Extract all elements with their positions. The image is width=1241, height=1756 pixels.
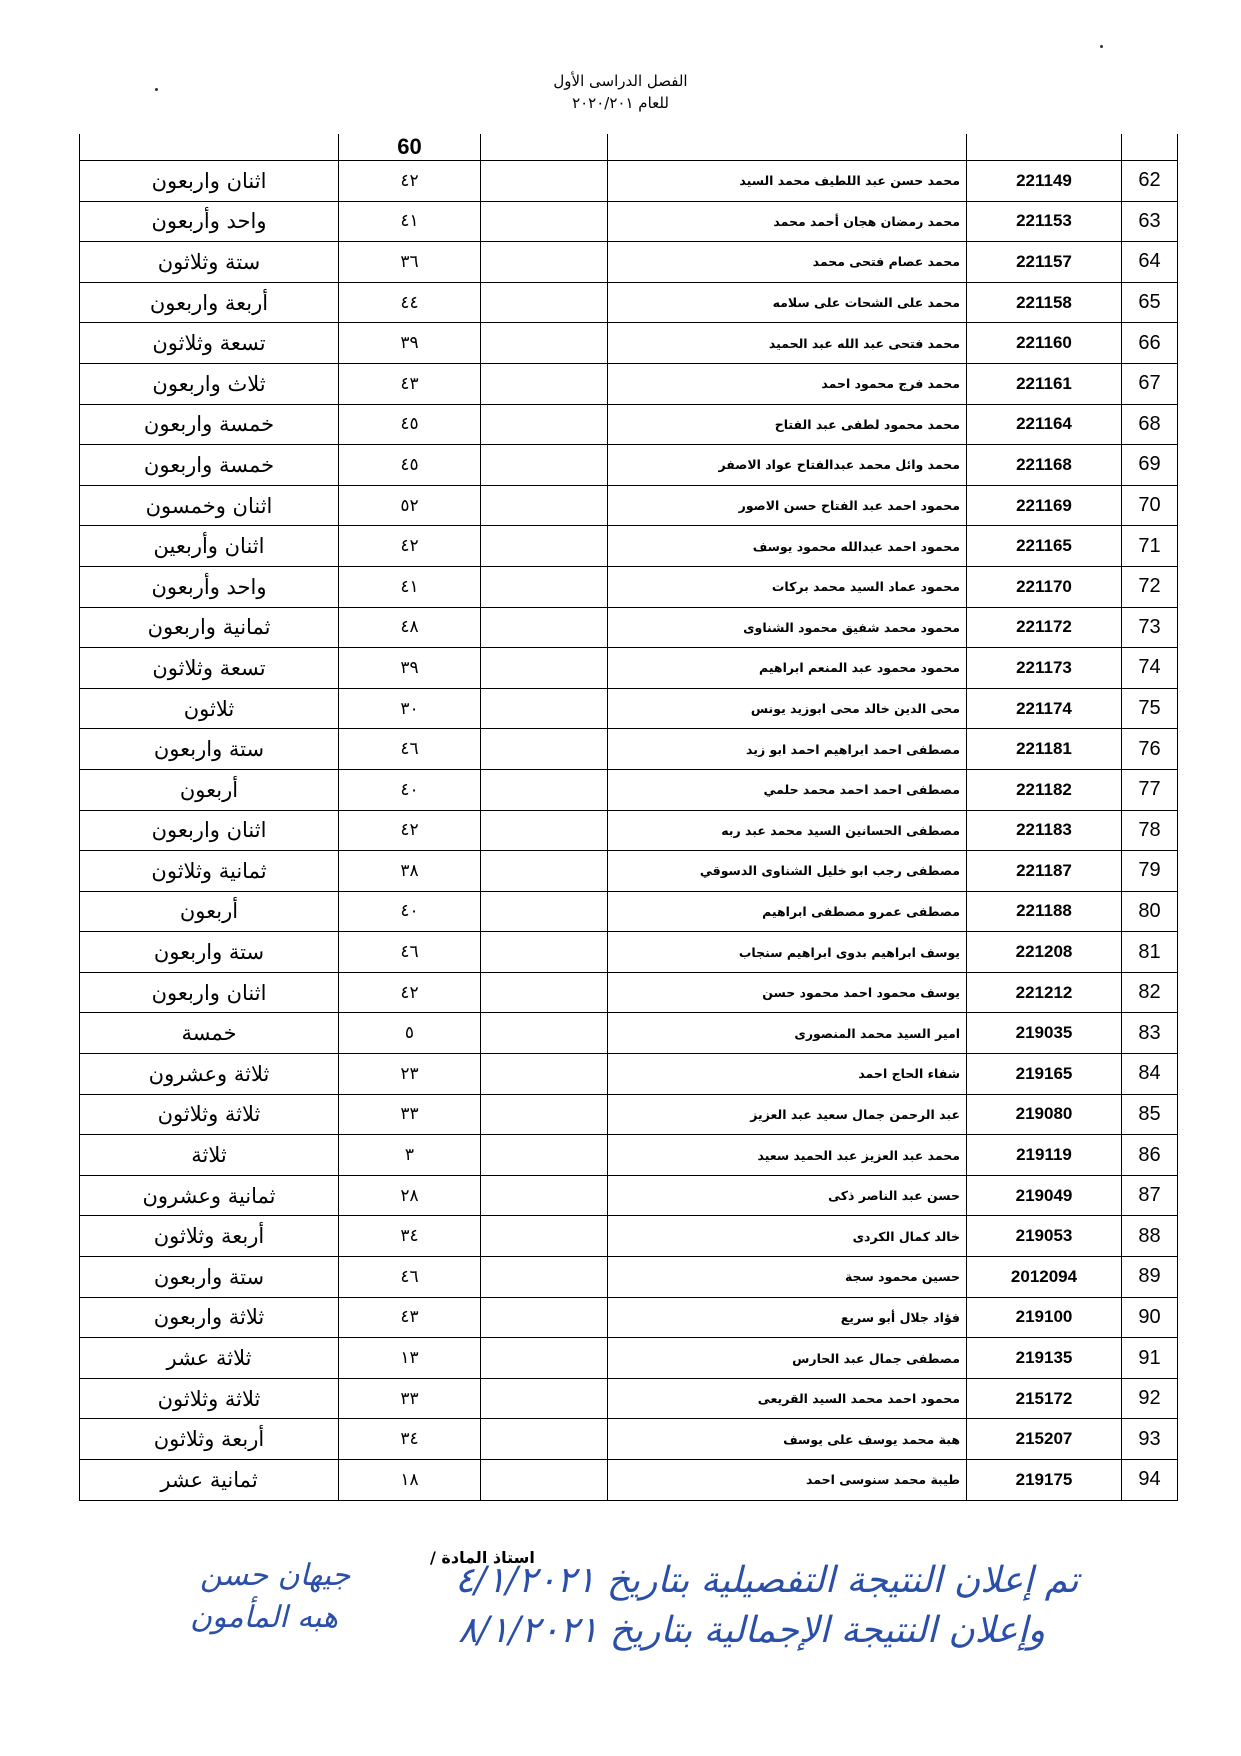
score-digits: ٤١ [339, 201, 481, 242]
score-words: ستة واربعون [80, 932, 339, 973]
score-digits: ٤٥ [339, 445, 481, 486]
table-row [80, 161, 1178, 202]
student-name: محمد حسن عبد اللطيف محمد السيد [608, 161, 967, 202]
score-words: ثلاثة عشر [80, 1338, 339, 1379]
row-number: 82 [1122, 972, 1178, 1013]
handwritten-note-overall: وإعلان النتيجة الإجمالية بتاريخ ٨/١/٢٠٢١ [458, 1610, 1046, 1651]
blank-cell [481, 566, 608, 607]
student-code: 219100 [967, 1297, 1122, 1338]
row-number: 84 [1122, 1054, 1178, 1095]
student-name: فؤاد جلال أبو سريع [608, 1297, 967, 1338]
score-digits: ٣ [339, 1135, 481, 1176]
student-code: 221168 [967, 445, 1122, 486]
row-number: 81 [1122, 932, 1178, 973]
student-name: هبة محمد يوسف على يوسف [608, 1419, 967, 1460]
score-digits: ٤٣ [339, 363, 481, 404]
student-code: 221183 [967, 810, 1122, 851]
table-row [80, 1378, 1178, 1419]
score-words: واحد وأربعون [80, 201, 339, 242]
score-digits: ٣٤ [339, 1216, 481, 1257]
row-number: 64 [1122, 242, 1178, 283]
score-digits: ٣٤ [339, 1419, 481, 1460]
student-name: محمود محمود عبد المنعم ابراهيم [608, 648, 967, 689]
row-number: 80 [1122, 891, 1178, 932]
score-words: ثمانية وثلاثون [80, 851, 339, 892]
student-name: محمود احمد محمد السيد القريعى [608, 1378, 967, 1419]
student-code: 219175 [967, 1460, 1122, 1501]
score-words: ثمانية وعشرون [80, 1175, 339, 1216]
student-code: 219035 [967, 1013, 1122, 1054]
table-row [80, 932, 1178, 973]
blank-cell [481, 1338, 608, 1379]
table-row [80, 566, 1178, 607]
blank-cell [481, 1013, 608, 1054]
table-row [80, 445, 1178, 486]
score-digits: ٣٣ [339, 1378, 481, 1419]
blank-cell [481, 1175, 608, 1216]
row-number: 77 [1122, 769, 1178, 810]
grades-table [79, 134, 1178, 1501]
table-row [80, 242, 1178, 283]
table-row [80, 1135, 1178, 1176]
score-digits: ٢٨ [339, 1175, 481, 1216]
table-row [80, 1419, 1178, 1460]
table-header-cut [80, 134, 1178, 161]
score-words: واحد وأربعون [80, 566, 339, 607]
student-name: مصطفى احمد ابراهيم احمد ابو زيد [608, 729, 967, 770]
score-words: ثمانية واربعون [80, 607, 339, 648]
semester-title: الفصل الدراسى الأول [553, 72, 688, 90]
table-row [80, 729, 1178, 770]
student-name: امير السيد محمد المنصورى [608, 1013, 967, 1054]
score-words: ثلاثون [80, 688, 339, 729]
student-name: محمد رمضان هجان أحمد محمد [608, 201, 967, 242]
score-words: تسعة وثلاثون [80, 323, 339, 364]
score-words: ستة وثلاثون [80, 242, 339, 283]
student-code: 221169 [967, 485, 1122, 526]
handwritten-note-detailed: تم إعلان النتيجة التفصيلية بتاريخ ٤/١/٢٠٢١ [455, 1560, 1079, 1601]
score-words: اثنان واربعون [80, 972, 339, 1013]
blank-cell [481, 810, 608, 851]
blank-cell [481, 1419, 608, 1460]
score-digits: ٤٨ [339, 607, 481, 648]
blank-cell [481, 972, 608, 1013]
blank-cell [481, 242, 608, 283]
table-row [80, 1257, 1178, 1298]
student-name: محمود احمد عبدالله محمود يوسف [608, 526, 967, 567]
blank-cell [481, 769, 608, 810]
student-code: 221157 [967, 242, 1122, 283]
score-digits: ٤٠ [339, 891, 481, 932]
table-row [80, 1054, 1178, 1095]
table-row [80, 607, 1178, 648]
blank-cell [481, 1094, 608, 1135]
student-code: 219080 [967, 1094, 1122, 1135]
student-code: 221181 [967, 729, 1122, 770]
row-number: 70 [1122, 485, 1178, 526]
blank-cell [481, 688, 608, 729]
student-name: محمد عبد العزيز عبد الحميد سعيد [608, 1135, 967, 1176]
score-words: أربعة واربعون [80, 282, 339, 323]
blank-cell [481, 891, 608, 932]
row-number: 87 [1122, 1175, 1178, 1216]
score-words: اثنان وأربعين [80, 526, 339, 567]
score-words: ثلاثة واربعون [80, 1297, 339, 1338]
student-code: 219053 [967, 1216, 1122, 1257]
score-words: ثلاثة وثلاثون [80, 1094, 339, 1135]
student-code: 215172 [967, 1378, 1122, 1419]
row-number: 89 [1122, 1257, 1178, 1298]
table-row [80, 485, 1178, 526]
student-code: 221173 [967, 648, 1122, 689]
score-digits: ٤٦ [339, 1257, 481, 1298]
score-words: اثنان واربعون [80, 161, 339, 202]
header-cell [1122, 134, 1178, 161]
student-code: 221182 [967, 769, 1122, 810]
score-words: ستة واربعون [80, 729, 339, 770]
score-words: خمسة واربعون [80, 445, 339, 486]
student-code: 221160 [967, 323, 1122, 364]
score-digits: ٣٩ [339, 323, 481, 364]
row-number: 92 [1122, 1378, 1178, 1419]
score-words: ثلاثة [80, 1135, 339, 1176]
student-code: 221188 [967, 891, 1122, 932]
student-code: 221170 [967, 566, 1122, 607]
score-digits: ٤٣ [339, 1297, 481, 1338]
score-words: ثلاثة وثلاثون [80, 1378, 339, 1419]
student-name: شفاء الحاج احمد [608, 1054, 967, 1095]
scan-speck [1100, 45, 1103, 48]
row-number: 85 [1122, 1094, 1178, 1135]
student-name: يوسف ابراهيم بدوى ابراهيم سنجاب [608, 932, 967, 973]
table-row [80, 201, 1178, 242]
student-name: مصطفى الحسانين السيد محمد عبد ربه [608, 810, 967, 851]
table-row [80, 1297, 1178, 1338]
student-code: 2012094 [967, 1257, 1122, 1298]
blank-cell [481, 404, 608, 445]
row-number: 66 [1122, 323, 1178, 364]
row-number: 67 [1122, 363, 1178, 404]
student-name: محمود احمد عبد الفتاح حسن الاصور [608, 485, 967, 526]
student-name: حسن عبد الناصر ذكى [608, 1175, 967, 1216]
row-number: 73 [1122, 607, 1178, 648]
student-name: مصطفى جمال عبد الحارس [608, 1338, 967, 1379]
score-words: أربعة وثلاثون [80, 1419, 339, 1460]
score-digits: ٣٣ [339, 1094, 481, 1135]
score-words: أربعون [80, 769, 339, 810]
blank-cell [481, 932, 608, 973]
row-number: 65 [1122, 282, 1178, 323]
table-row [80, 323, 1178, 364]
student-code: 221161 [967, 363, 1122, 404]
student-name: حسين محمود سجة [608, 1257, 967, 1298]
score-digits: ٢٣ [339, 1054, 481, 1095]
student-name: مصطفى احمد احمد محمد حلمي [608, 769, 967, 810]
student-code: 221158 [967, 282, 1122, 323]
table-row [80, 1216, 1178, 1257]
table-row [80, 526, 1178, 567]
student-name: خالد كمال الكردى [608, 1216, 967, 1257]
blank-cell [481, 282, 608, 323]
student-name: مصطفى عمرو مصطفى ابراهيم [608, 891, 967, 932]
student-name: محمد على الشحات على سلامه [608, 282, 967, 323]
table-row [80, 282, 1178, 323]
student-name: محمد عصام فتحى محمد [608, 242, 967, 283]
header-cell [608, 134, 967, 161]
student-name: محمد محمود لطفى عبد الفتاح [608, 404, 967, 445]
row-number: 71 [1122, 526, 1178, 567]
header-cell [481, 134, 608, 161]
row-number: 90 [1122, 1297, 1178, 1338]
teacher-signature-2: هبه المأمون [190, 1600, 339, 1635]
blank-cell [481, 526, 608, 567]
row-number: 62 [1122, 161, 1178, 202]
table-row [80, 648, 1178, 689]
blank-cell [481, 1216, 608, 1257]
student-code: 219165 [967, 1054, 1122, 1095]
teacher-label: استاذ المادة / [430, 1548, 535, 1567]
score-words: تسعة وثلاثون [80, 648, 339, 689]
table-row [80, 851, 1178, 892]
blank-cell [481, 851, 608, 892]
table-row [80, 363, 1178, 404]
student-name: محى الدين خالد محى ابوزيد يونس [608, 688, 967, 729]
blank-cell [481, 1054, 608, 1095]
score-digits: ٤٤ [339, 282, 481, 323]
table-row [80, 1460, 1178, 1501]
table-row [80, 688, 1178, 729]
table-row [80, 404, 1178, 445]
blank-cell [481, 1257, 608, 1298]
score-digits: ٣٠ [339, 688, 481, 729]
row-number: 68 [1122, 404, 1178, 445]
score-words: خمسة واربعون [80, 404, 339, 445]
score-digits: ٥٢ [339, 485, 481, 526]
score-words: أربعون [80, 891, 339, 932]
student-code: 219049 [967, 1175, 1122, 1216]
score-digits: ٤٢ [339, 810, 481, 851]
header-cell [967, 134, 1122, 161]
row-number: 88 [1122, 1216, 1178, 1257]
blank-cell [481, 201, 608, 242]
student-code: 221212 [967, 972, 1122, 1013]
blank-cell [481, 323, 608, 364]
score-digits: ١٨ [339, 1460, 481, 1501]
score-digits: ٤٠ [339, 769, 481, 810]
row-number: 63 [1122, 201, 1178, 242]
blank-cell [481, 161, 608, 202]
row-number: 78 [1122, 810, 1178, 851]
student-code: 215207 [967, 1419, 1122, 1460]
score-digits: ٣٦ [339, 242, 481, 283]
blank-cell [481, 1297, 608, 1338]
table-row [80, 1094, 1178, 1135]
score-words: اثنان واربعون [80, 810, 339, 851]
student-code: 221164 [967, 404, 1122, 445]
score-digits: ٣٨ [339, 851, 481, 892]
score-digits: ٤٢ [339, 161, 481, 202]
student-name: مصطفى رجب ابو خليل الشناوى الدسوقي [608, 851, 967, 892]
teacher-signature-1: جيهان حسن [200, 1558, 351, 1593]
row-number: 93 [1122, 1419, 1178, 1460]
row-number: 91 [1122, 1338, 1178, 1379]
blank-cell [481, 445, 608, 486]
student-code: 221153 [967, 201, 1122, 242]
student-name: محمد فتحى عبد الله عبد الحميد [608, 323, 967, 364]
student-name: عبد الرحمن جمال سعيد عبد العزيز [608, 1094, 967, 1135]
score-digits: ٤٢ [339, 972, 481, 1013]
score-digits: ٤٦ [339, 932, 481, 973]
student-code: 221208 [967, 932, 1122, 973]
max-score: 60 [397, 134, 422, 159]
header-cell [80, 134, 339, 161]
blank-cell [481, 1378, 608, 1419]
blank-cell [481, 1460, 608, 1501]
blank-cell [481, 607, 608, 648]
blank-cell [481, 729, 608, 770]
max-score-cell [339, 134, 481, 161]
row-number: 76 [1122, 729, 1178, 770]
row-number: 79 [1122, 851, 1178, 892]
table-row [80, 972, 1178, 1013]
row-number: 83 [1122, 1013, 1178, 1054]
student-code: 221165 [967, 526, 1122, 567]
academic-year: للعام ٢٠٢٠/٢٠١ [572, 94, 669, 112]
row-number: 86 [1122, 1135, 1178, 1176]
score-words: ثمانية عشر [80, 1460, 339, 1501]
score-words: ثلاثة وعشرون [80, 1054, 339, 1095]
student-code: 221187 [967, 851, 1122, 892]
score-words: اثنان وخمسون [80, 485, 339, 526]
score-digits: ٤١ [339, 566, 481, 607]
score-digits: ٤٦ [339, 729, 481, 770]
student-name: طيبة محمد سنوسى احمد [608, 1460, 967, 1501]
table-row [80, 891, 1178, 932]
table-row [80, 1338, 1178, 1379]
blank-cell [481, 648, 608, 689]
score-digits: ١٣ [339, 1338, 481, 1379]
student-name: يوسف محمود احمد محمود حسن [608, 972, 967, 1013]
table-row [80, 769, 1178, 810]
student-name: محمود عماد السيد محمد بركات [608, 566, 967, 607]
score-digits: ٤٢ [339, 526, 481, 567]
row-number: 72 [1122, 566, 1178, 607]
blank-cell [481, 1135, 608, 1176]
score-words: خمسة [80, 1013, 339, 1054]
score-words: أربعة وثلاثون [80, 1216, 339, 1257]
table-row [80, 1175, 1178, 1216]
row-number: 74 [1122, 648, 1178, 689]
row-number: 75 [1122, 688, 1178, 729]
student-code: 221172 [967, 607, 1122, 648]
score-words: ستة واربعون [80, 1257, 339, 1298]
blank-cell [481, 363, 608, 404]
row-number: 94 [1122, 1460, 1178, 1501]
student-name: محمود محمد شفيق محمود الشناوى [608, 607, 967, 648]
student-code: 219119 [967, 1135, 1122, 1176]
score-digits: ٥ [339, 1013, 481, 1054]
student-code: 219135 [967, 1338, 1122, 1379]
row-number: 69 [1122, 445, 1178, 486]
score-words: ثلاث واربعون [80, 363, 339, 404]
score-digits: ٣٩ [339, 648, 481, 689]
table-row [80, 810, 1178, 851]
student-name: محمد فرج محمود احمد [608, 363, 967, 404]
score-digits: ٤٥ [339, 404, 481, 445]
table-row [80, 1013, 1178, 1054]
student-code: 221174 [967, 688, 1122, 729]
student-name: محمد وائل محمد عبدالفتاح عواد الاصفر [608, 445, 967, 486]
student-code: 221149 [967, 161, 1122, 202]
blank-cell [481, 485, 608, 526]
